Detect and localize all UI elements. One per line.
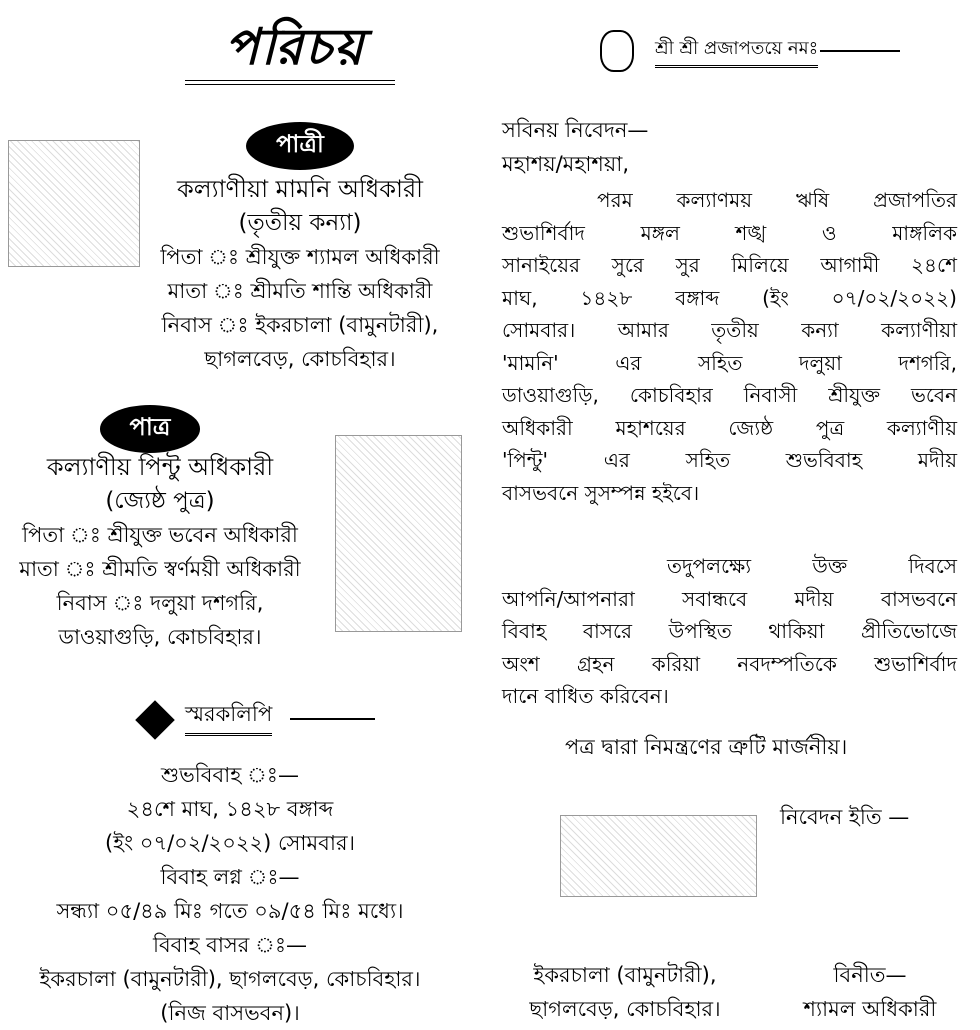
groom-mother: মাতা ঃ শ্রীমতি স্বর্ণময়ী অধিকারী bbox=[19, 557, 301, 581]
ornament-icon bbox=[135, 700, 175, 740]
bride-name: কল্যাণীয়া মামনি অধিকারী bbox=[176, 175, 424, 203]
bride-mother: মাতা ঃ শ্রীমতি শান্তি অধিকারী bbox=[167, 279, 433, 303]
groom-details bbox=[0, 450, 320, 654]
memo-lagna-label: বিবাহ লগ্ন ঃ— bbox=[160, 865, 300, 889]
sender-name: শ্যামল অধিকারী bbox=[803, 997, 937, 1021]
para1-line: অধিকারী মহাশয়ের জ্যেষ্ঠ পুত্র কল্যাণীয় bbox=[502, 415, 957, 440]
bride-address-1: নিবাস ঃ ইকরচালা (বামুনটারী), bbox=[161, 313, 439, 337]
para1-line: সানাইয়ের সুরে সুর মিলিয়ে আগামী ২৪শে bbox=[502, 253, 957, 277]
closing: নিবেদন ইতি — bbox=[780, 805, 910, 829]
memo-date: ২৪শে মাঘ, ১৪২৮ বঙ্গাব্দ bbox=[126, 797, 334, 821]
para1-line: মাঘ, ১৪২৮ বঙ্গাব্দ (ইং ০৭/০২/২০২২) bbox=[502, 285, 957, 310]
groom-relation: (জ্যেষ্ঠ পুত্র) bbox=[105, 488, 215, 514]
para1-line: পরম কল্যাণময় ঋষি প্রজাপতির bbox=[597, 188, 957, 212]
sender-sign bbox=[780, 958, 960, 1026]
para2-line: অংশ গ্রহন করিয়া নবদম্পতিকে শুভাশির্বাদ bbox=[502, 651, 957, 676]
para1-line: বাসভবনে সুসম্পন্ন হইবে। bbox=[502, 480, 700, 505]
memo-wedding-label: শুভবিবাহ ঃ— bbox=[161, 763, 299, 787]
bride-badge: পাত্রী bbox=[246, 122, 354, 170]
bride-relation: (তৃতীয় কন্যা) bbox=[238, 210, 362, 236]
bride-details bbox=[140, 172, 460, 376]
groom-badge: পাত্র bbox=[100, 405, 201, 453]
para1-line: শুভাশির্বাদ মঙ্গল শঙ্খ ও মাঙ্গলিক bbox=[502, 220, 957, 245]
flourish-icon bbox=[290, 718, 375, 720]
address-line: মহাশয়/মহাশয়া, bbox=[502, 152, 629, 176]
para2-line: বিবাহ বাসরে উপস্থিত থাকিয়া প্রীতিভোজে bbox=[502, 619, 957, 643]
card-title: পরিচয় bbox=[224, 18, 366, 76]
groom-address-1: নিবাস ঃ দলুয়া দশগরি, bbox=[56, 591, 264, 615]
memo-date-en: (ইং ০৭/০২/২০২২) সোমবার। bbox=[104, 831, 356, 855]
memo-venue-note: (নিজ বাসভবন)। bbox=[160, 1001, 300, 1025]
memo-venue-label: বিবাহ বাসর ঃ— bbox=[152, 933, 308, 957]
regards: বিনীত— bbox=[833, 963, 907, 987]
memo-venue: ইকরচালা (বামুনটারী), ছাগলবেড়, কোচবিহার। bbox=[39, 967, 421, 991]
groom-address-2: ডাওয়াগুড়ি, কোচবিহার। bbox=[58, 625, 262, 649]
apology-note: পত্র দ্বারা নিমন্ত্রণের ত্রুটি মার্জনীয়। bbox=[565, 735, 848, 759]
para1-line: 'মামনি' এর সহিত দলুয়া দশগরি, bbox=[502, 350, 957, 375]
invitation-paragraph-1 bbox=[502, 184, 957, 509]
bride-father: পিতা ঃ শ্রীযুক্ত শ্যামল অধিকারী bbox=[160, 245, 440, 269]
para2-line: দানে বাধিত করিবেন। bbox=[502, 684, 669, 708]
title-divider bbox=[185, 80, 395, 85]
sender-address bbox=[505, 958, 745, 1026]
woman-banana-tree-illustration bbox=[335, 435, 462, 632]
sender-address-line: ছাগলবেড়, কোচবিহার। bbox=[529, 997, 721, 1021]
sender-address-line: ইকরচালা (বামুনটারী), bbox=[533, 963, 717, 987]
bride-badge-wrap bbox=[180, 122, 420, 170]
para2-line: আপনি/আপনারা সবান্ধবে মদীয় বাসভবনে bbox=[502, 586, 957, 611]
invitation-paragraph-2 bbox=[502, 550, 957, 713]
wedding-procession-illustration bbox=[560, 815, 757, 897]
butterfly-icon bbox=[600, 30, 634, 72]
salutation: সবিনয় নিবেদন— bbox=[502, 118, 649, 142]
para2-line: তদুপলক্ষ্যে উক্ত দিবসে bbox=[667, 554, 957, 578]
memo-lagna-time: সন্ধ্যা ০৫/৪৯ মিঃ গতে ০৯/৫৪ মিঃ মধ্যে। bbox=[56, 899, 404, 923]
blessing-header: শ্রী শ্রী প্রজাপতয়ে নমঃ bbox=[655, 34, 818, 68]
header-flourish-icon bbox=[820, 50, 900, 52]
para1-line: ডাওয়াগুড়ি, কোচবিহার নিবাসী শ্রীযুক্ত ভবেন bbox=[502, 383, 957, 407]
memo-heading: স্মরকলিপি bbox=[185, 698, 272, 736]
bride-groom-illustration bbox=[8, 140, 140, 267]
memo-details bbox=[0, 758, 460, 1030]
groom-badge-wrap bbox=[50, 405, 250, 453]
para1-line: 'পিন্টু' এর সহিত শুভবিবাহ মদীয় bbox=[502, 448, 957, 472]
groom-name: কল্যাণীয় পিন্টু অধিকারী bbox=[46, 453, 274, 481]
groom-father: পিতা ঃ শ্রীযুক্ত ভবেন অধিকারী bbox=[22, 523, 298, 547]
para1-line: সোমবার। আমার তৃতীয় কন্যা কল্যাণীয়া bbox=[502, 318, 957, 342]
bride-address-2: ছাগলবেড়, কোচবিহার। bbox=[204, 347, 396, 371]
